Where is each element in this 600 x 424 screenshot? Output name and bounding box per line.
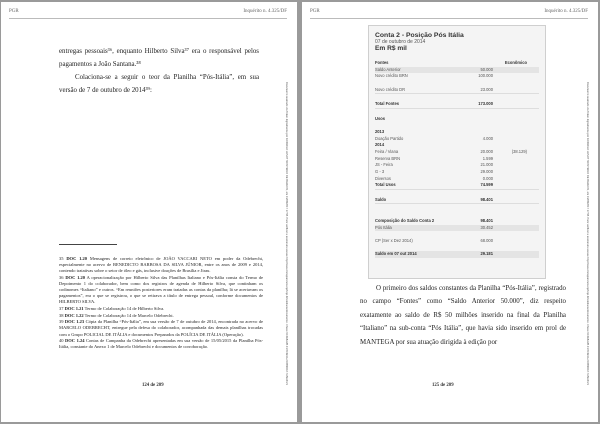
spreadsheet-cell: Novo crédito BRN [375, 73, 408, 79]
spreadsheet-cell: 74.599 [480, 182, 493, 188]
footnote-label: DOC 1.23 [64, 319, 85, 325]
spreadsheet-row [375, 67, 539, 74]
spreadsheet-cell: 0.000 [482, 175, 493, 181]
spreadsheet-cell: 98.401 [480, 196, 493, 202]
footnote-number: 35 [59, 256, 64, 261]
signature-note: Documento assinado via Token digitalmente por RODRIGO JANOT MONTEIRO DE BARROS, em 31/08/2017 17:58. Para verificar a assinatura acesse http://www.transparencia.mpf.mp.br/validacaodocumento. Chave 9C4E8A2B.F17D4E3A.2C6B9D10.7A5E3F21 [285, 82, 288, 385]
spreadsheet-row [375, 87, 539, 95]
spreadsheet-row [375, 94, 539, 101]
spreadsheet-cell: Saldo em 07 out 2014 [375, 251, 417, 257]
footnote [59, 319, 263, 337]
spreadsheet-cell: Econômico [504, 60, 527, 65]
spreadsheet-cell: 2014 [375, 142, 385, 148]
footnote-text: A operacionalização por Hilberto Silva das Planilhas Italiano e Pós-Itália consta do Termo de Depoimento 1 do colaborador, bem como dos registros de agenda de Hilberto Silva, que continham os codinomes “Italiano” e outros. “Em reuniões posteriores eram tratadas as contas da planilha; lá se acertavam os pagamentos”, era o que se registrou, o que se retirava a título de entrega pessoal, conforme documentos de HILBERTO SILVA. [59, 274, 264, 305]
spreadsheet-row [375, 176, 539, 183]
spreadsheet-row [375, 182, 539, 190]
spreadsheet-cell: 2013 [375, 128, 385, 134]
spreadsheet-cell: JS - Feira [375, 162, 393, 168]
footnote-text: Contas de Campanha da Odebrecht apresentadas em sua versão de 15/05/2015 da Planilha Pós-Itália, constante do Anexo 1 de Marcelo Odebrecht e documentos de corroboração. [59, 338, 264, 350]
spreadsheet-row [375, 169, 539, 176]
footnotes [59, 256, 263, 351]
side-signature-text [281, 82, 291, 412]
spreadsheet-row [375, 101, 539, 109]
side-signature-text [582, 82, 592, 412]
spreadsheet-row [375, 60, 539, 67]
spreadsheet-cell: Total Usos [375, 182, 396, 188]
spreadsheet-rows [375, 60, 539, 258]
footnote-text: Termo de Colaboração 14 de Hilberto Silva. [84, 305, 165, 311]
footnote-label: DOC 1.24 [65, 338, 85, 344]
spreadsheet-cell: CP (Ser x Dez 2014) [375, 237, 413, 243]
spreadsheet-row [375, 204, 539, 211]
spreadsheet-row [375, 162, 539, 169]
spreadsheet-cell: 4.000 [482, 135, 493, 141]
spreadsheet-cell: 29.000 [480, 169, 493, 174]
footnote [59, 306, 263, 312]
paragraph: entregas pessoais³⁶, enquanto Hilberto Silva³⁷ era o responsável pelos pagamentos a João Santana.³⁸ [59, 48, 259, 68]
spreadsheet-cell: Usos [375, 115, 386, 121]
footnote-number: 40 [59, 338, 64, 344]
spreadsheet-cell: 20.000 [480, 148, 493, 154]
left-page [1, 2, 297, 422]
spreadsheet-row [375, 231, 539, 238]
spreadsheet-cell: Doação Partido [375, 135, 404, 141]
page-number: 125 de 209 [432, 383, 454, 388]
spreadsheet-row [375, 156, 539, 163]
footnote-label: DOC 1.22 [64, 312, 84, 318]
header-left: PGR [310, 9, 320, 14]
header-right: Inquérito n. 4.325/DF [544, 9, 588, 14]
spreadsheet-row [375, 251, 539, 258]
spreadsheet-cell: 173.000 [478, 101, 493, 107]
spreadsheet-row [375, 149, 539, 156]
signature-note: Documento assinado via Token digitalmente por RODRIGO JANOT MONTEIRO DE BARROS, em 31/08/2017 17:58. Para verificar a assinatura acesse http://www.transparencia.mpf.mp.br/validacaodocumento. Chave 9C4E8A2B.F17D4E3A.2C6B9D10.7A5E3F21 [586, 82, 589, 385]
spreadsheet-row [375, 109, 539, 116]
spreadsheet-cell: 68.000 [480, 237, 493, 243]
spreadsheet-date: 07 de outubro de 2014 [375, 39, 426, 45]
page-number: 124 de 209 [142, 383, 164, 388]
header-left: PGR [9, 9, 19, 14]
spreadsheet-cell: 21.000 [480, 162, 493, 168]
spreadsheet-row [375, 116, 539, 123]
spreadsheet-row [375, 142, 539, 149]
page-header [9, 8, 287, 19]
footnote-number: 38 [59, 312, 64, 318]
footnote-text: Mensagens de correio eletrônico de JOÃO VACCARI NETO em poder da Odebrecht, especialmente no acervo de BENEDICTO BARBOSA DA SILVA JÚNIOR, entre os anos de 2009 e 2014, contendo tratativas sobre o setor de óleo e gás, inclusive doações de Brasília e Jirau. [59, 256, 264, 274]
spreadsheet-cell: 1.599 [482, 155, 493, 161]
spreadsheet-row [375, 122, 539, 129]
spreadsheet-row [375, 190, 539, 197]
spreadsheet-cell: (38.129) [511, 148, 527, 154]
body-text [360, 282, 566, 349]
spreadsheet-cell: Diversos [375, 175, 391, 181]
spreadsheet-cell: G - 3 [375, 169, 385, 174]
spreadsheet-row [375, 73, 539, 80]
footnote-number: 36 [59, 274, 64, 280]
spreadsheet-row [375, 136, 539, 143]
spreadsheet-row [375, 80, 539, 87]
spreadsheet-cell: Feira / Viana [375, 148, 399, 154]
spreadsheet-image [368, 25, 546, 279]
spreadsheet-cell: Pós Itália [375, 224, 392, 230]
spreadsheet-cell: 23.000 [480, 86, 493, 92]
footnote [59, 256, 263, 274]
spreadsheet-row [375, 129, 539, 136]
spreadsheet-cell: Total Fontes [375, 101, 400, 107]
header-right: Inquérito n. 4.325/DF [243, 9, 287, 14]
footnote [59, 275, 263, 305]
spreadsheet-cell: Reserva BRN [375, 155, 401, 161]
spreadsheet-cell: 30.452 [480, 224, 493, 230]
footnote [59, 338, 263, 350]
right-page [302, 2, 598, 422]
spreadsheet-row [375, 225, 539, 232]
spreadsheet-cell: 29.181 [480, 251, 493, 257]
paragraph: Colaciona-se a seguir o teor da Planilha “Pós-Itália”, em sua versão de 7 de outubro de 2014³⁹: [59, 74, 259, 94]
footnote-label: DOC 1.20 [66, 256, 87, 261]
spreadsheet-cell: Saldo Anterior [375, 66, 401, 72]
footnote [59, 313, 263, 319]
footnote-rule [59, 244, 117, 245]
spreadsheet-cell: Fontes [375, 60, 389, 65]
footnote-text: Cópia da Planilha “Pós-Itália”, em sua versão de 7 de outubro de 2014, encontrada no acervo de MARCELO ODEBRECHT, entregue pela defesa do colaborador, acompanhada das demais planilhas trocadas com o Grupo POLICIAL DE ITÁLIA e documentos Preparados da POLÍCIA DE ITÁLIA (Operação). [59, 319, 263, 337]
spreadsheet-row [375, 238, 539, 245]
spreadsheet-cell: Novo crédito DR [375, 86, 406, 92]
spreadsheet-unit: Em R$ mil [375, 45, 407, 52]
spreadsheet-row [375, 218, 539, 225]
spreadsheet-row [375, 197, 539, 205]
body-text [59, 45, 259, 97]
spreadsheet-cell: Composição do Saldo Conta 2 [375, 217, 435, 223]
spreadsheet-cell: 98.401 [480, 217, 493, 223]
footnote-label: DOC 1.21 [64, 305, 84, 311]
spreadsheet-cell: 50.000 [480, 66, 493, 72]
page-header [310, 8, 588, 19]
spreadsheet-cell: Saldo [375, 196, 387, 202]
footnote-text: Termo de Colaboração 14 de Marcelo Odebrecht. [84, 312, 174, 318]
footnote-label: DOC 1.20 [65, 274, 85, 280]
spreadsheet-row [375, 245, 539, 252]
footnote-number: 39 [59, 319, 64, 325]
spreadsheet-title: Conta 2 - Posição Pós Itália [375, 32, 464, 39]
footnote-number: 37 [59, 305, 64, 311]
spreadsheet-row [375, 211, 539, 218]
spreadsheet-cell: 100.000 [478, 73, 493, 79]
paragraph: O primeiro dos saldos constantes da Planilha “Pós-Itália”, registrado no campo “Fontes” como “Saldo Anterior 50.000”, diz respeito exatamente ao saldo de R$ 50 milhões inserido na final da Planilha “Italiano” na sub-conta “Pós Itália”, que havia sido inserido em prol de MANTEGA por sua atuação dirigida à edição por [360, 285, 566, 346]
